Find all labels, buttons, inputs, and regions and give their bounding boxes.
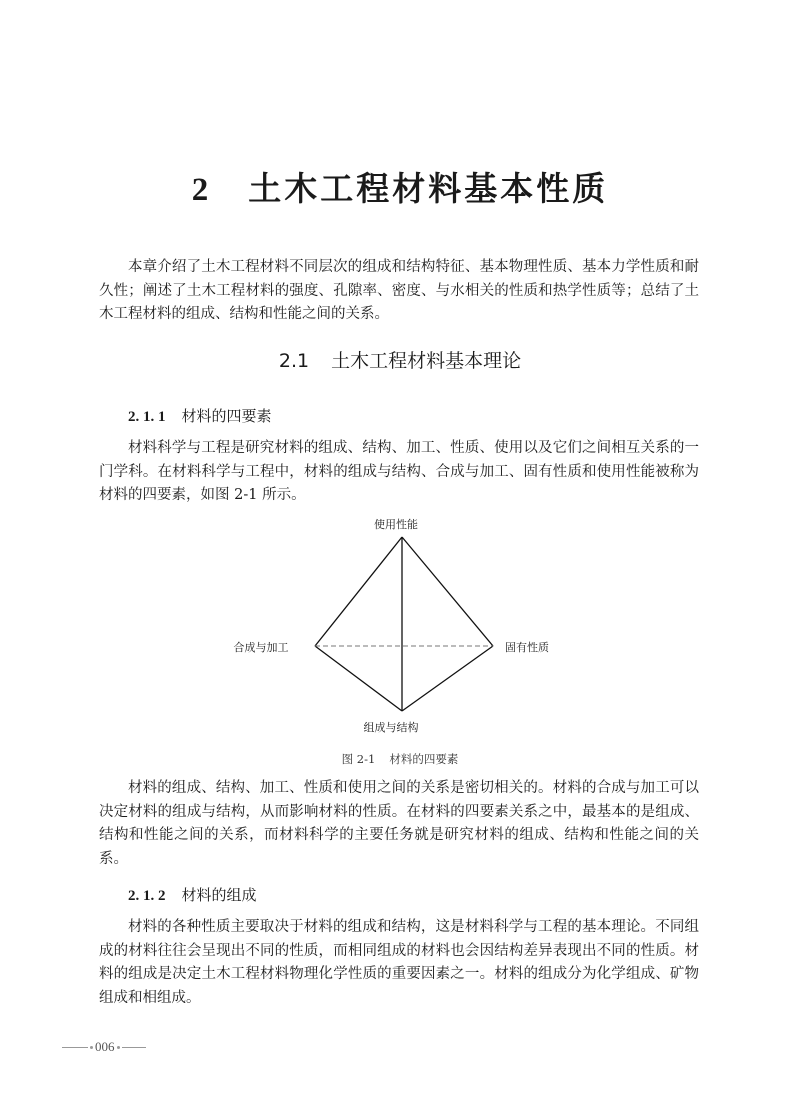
chapter-title (0, 163, 800, 210)
chapter-number: 2 (191, 172, 209, 208)
subsection-number: 2. 1. 1 (128, 409, 166, 425)
page-number-footer (62, 1039, 146, 1055)
subsection-heading-2 (128, 884, 257, 905)
folio-dot (117, 1046, 120, 1049)
folio-dot (90, 1046, 93, 1049)
subsection-number: 2. 1. 2 (128, 888, 166, 904)
edge-right-bottom (402, 646, 493, 711)
edge-top-right (402, 537, 493, 646)
four-elements-diagram (225, 515, 565, 745)
section-number: 2.1 (278, 350, 310, 372)
subsection-heading-1 (128, 405, 272, 426)
chapter-title-text: 土木工程材料基本性质 (248, 169, 609, 208)
page-number: 006 (95, 1039, 115, 1054)
paragraph-four-elements: 材料科学与工程是研究材料的组成、结构、加工、性质、使用以及它们之间相互关系的一门学科。在材料科学与工程中，材料的组成与结构、合成与加工、固有性质和使用性能被称为材料的四要素，如图 2-1 所示。 (99, 440, 699, 503)
label-composition-structure: 组成与结构 (363, 721, 419, 734)
paragraph-composition: 材料的各种性质主要取决于材料的组成和结构，这是材料科学与工程的基本理论。不同组成的材料往往会呈现出不同的性质，而相同组成的材料也会因结构差异表现出不同的性质。材料的组成是决定土木工程材料物理化学性质的重要因素之一。材料的组成分为化学组成、矿物组成和相组成。 (99, 919, 699, 1006)
chapter-intro-paragraph: 本章介绍了土木工程材料不同层次的组成和结构特征、基本物理性质、基本力学性质和耐久性；阐述了土木工程材料的强度、孔隙率、密度、与水相关的性质和热学性质等；总结了土木工程材料的组成、结构和性能之间的关系。 (99, 259, 699, 322)
folio-rule-left (62, 1047, 88, 1048)
subsection-title-text: 材料的四要素 (181, 407, 272, 425)
edge-left-bottom (315, 646, 402, 711)
figure-number: 图 2-1 (341, 752, 376, 766)
figure-caption-text: 材料的四要素 (389, 752, 459, 766)
edge-top-left (315, 537, 402, 646)
section-heading (0, 346, 800, 373)
label-intrinsic-properties: 固有性质 (505, 641, 549, 654)
label-synthesis-processing: 合成与加工 (233, 641, 289, 654)
paragraph-relationships: 材料的组成、结构、加工、性质和使用之间的关系是密切相关的。材料的合成与加工可以决定材料的组成与结构，从而影响材料的性质。在材料的四要素关系之中，最基本的是组成、结构和性能之间的关系，而材料科学的主要任务就是研究材料的组成、结构和性能之间的关系。 (99, 780, 699, 867)
label-performance: 使用性能 (374, 518, 418, 531)
subsection-title-text: 材料的组成 (181, 886, 257, 904)
folio-rule-right (122, 1047, 146, 1048)
figure-caption (0, 751, 800, 767)
section-title-text: 土木工程材料基本理论 (331, 350, 522, 372)
